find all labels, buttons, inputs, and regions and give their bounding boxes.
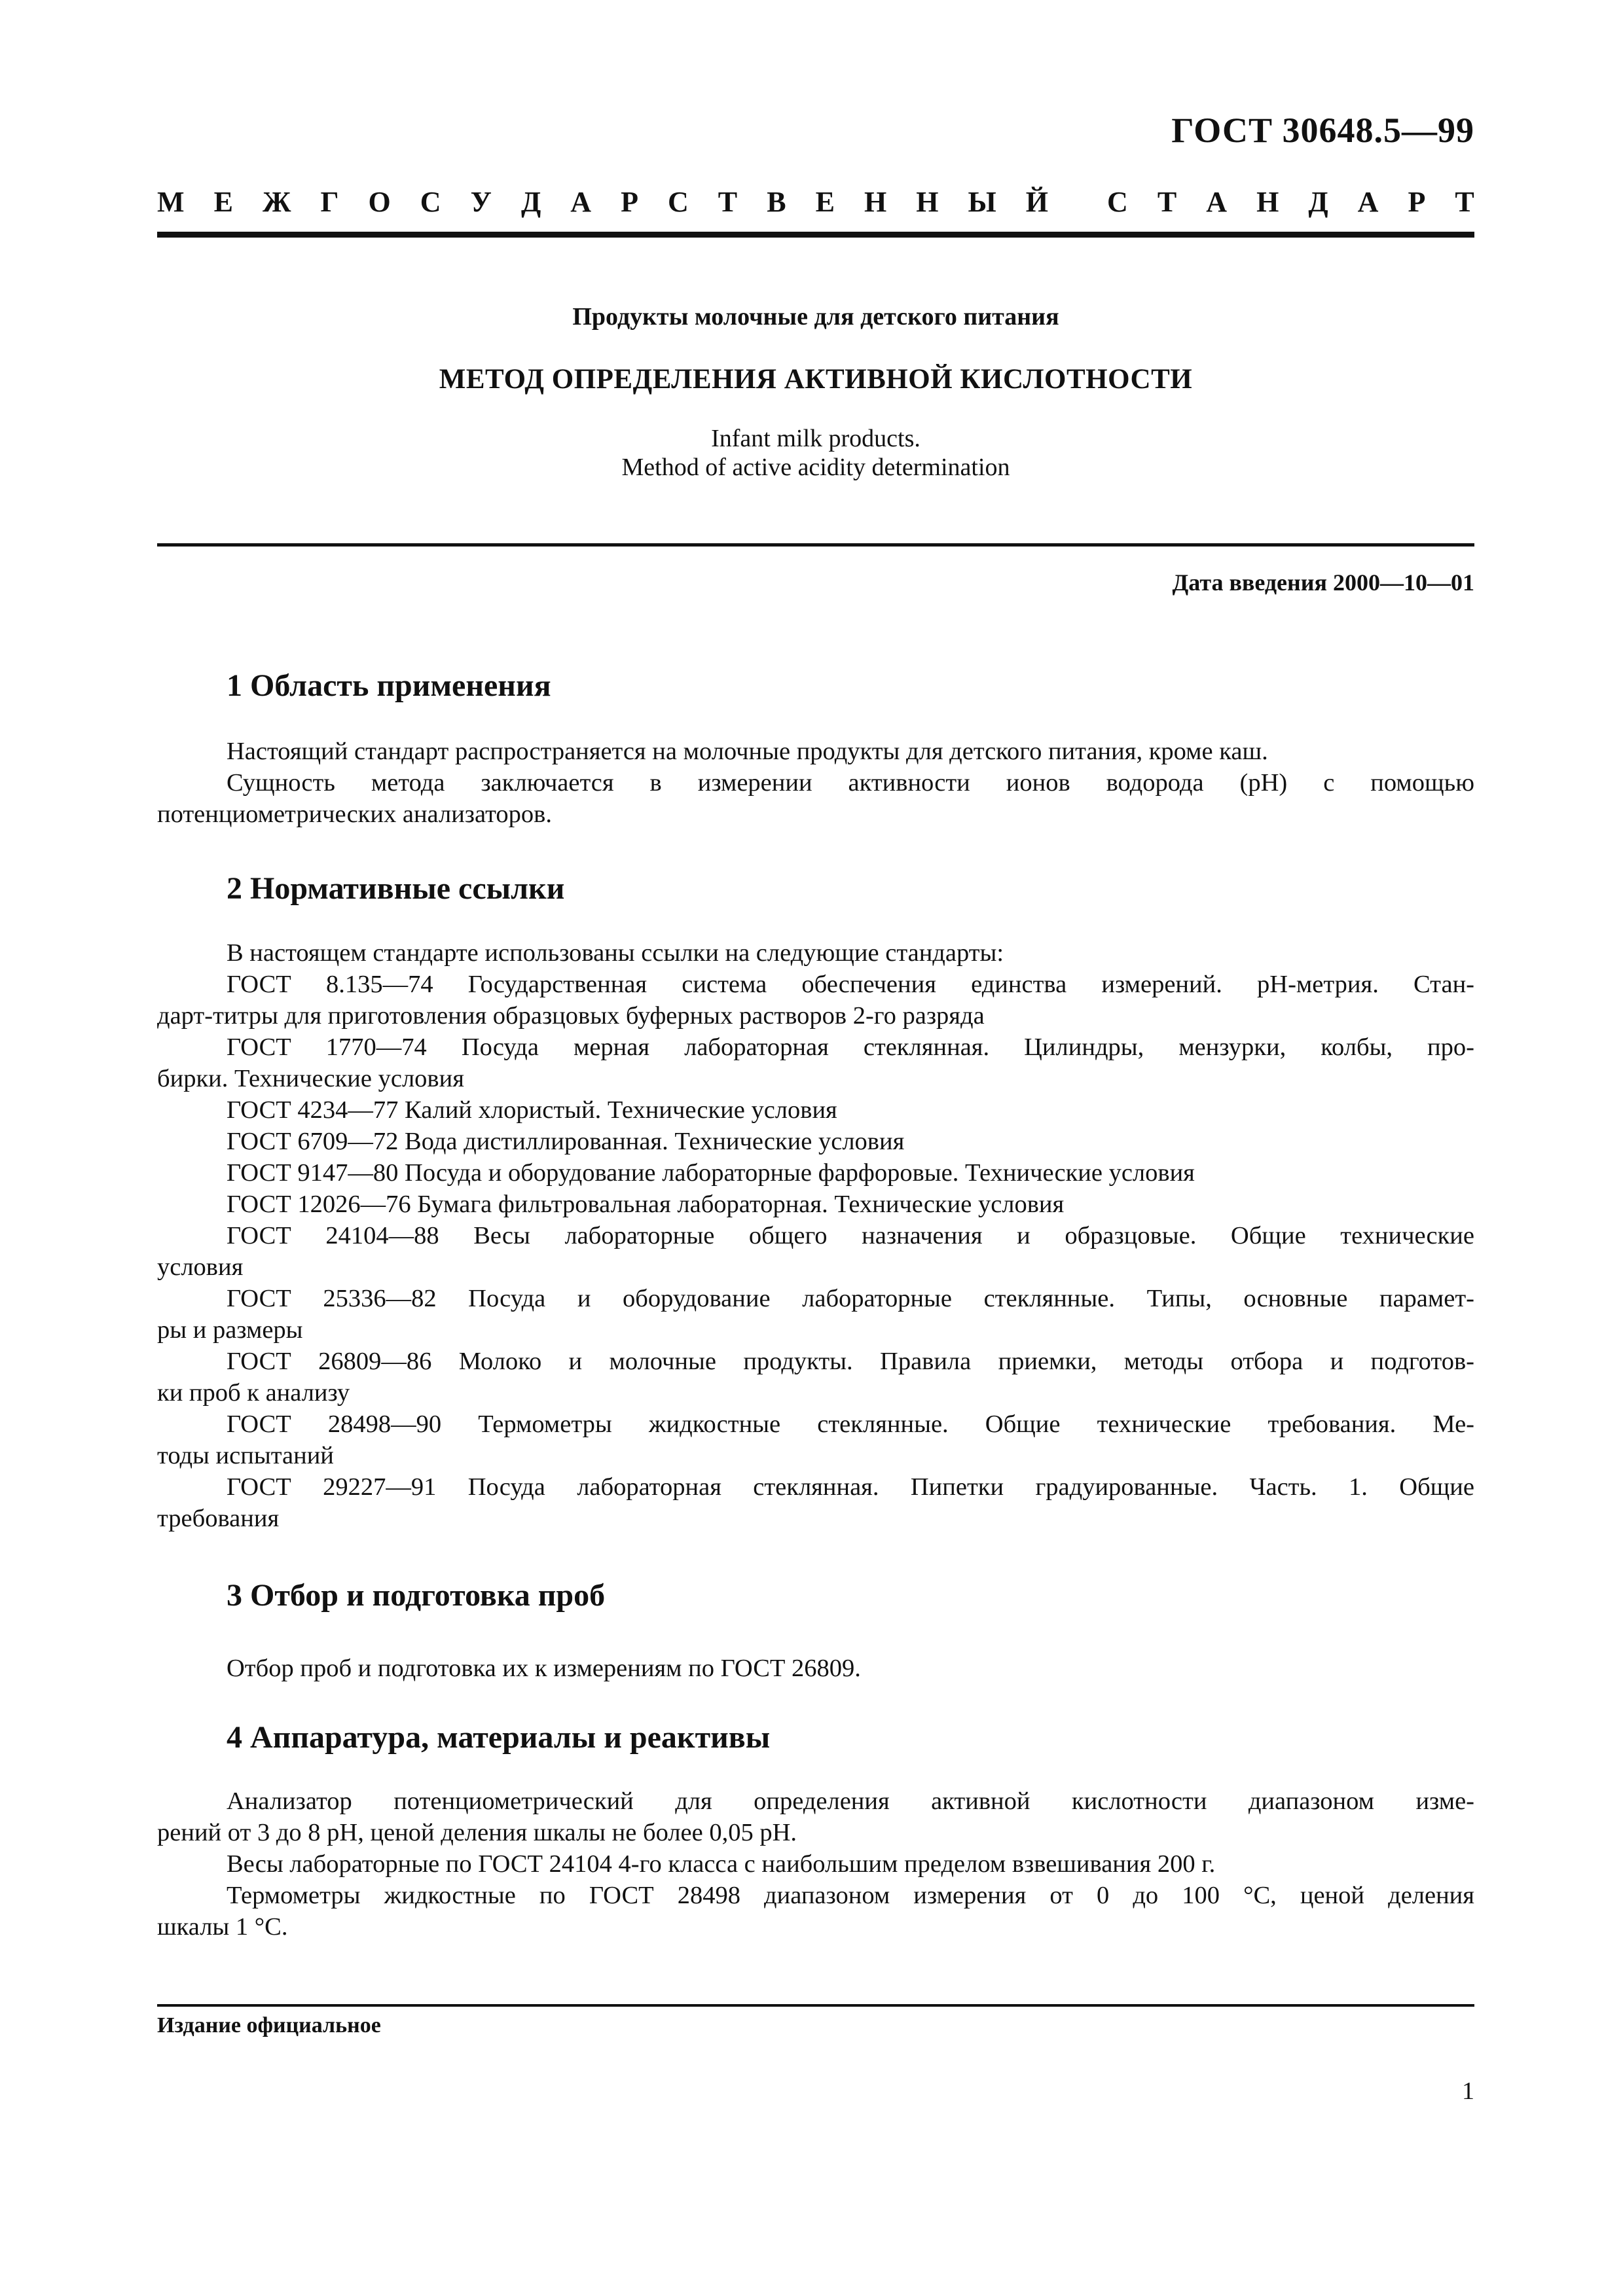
reference-line: ры и размеры	[157, 1316, 303, 1344]
reference-line: ГОСТ 28498—90 Термометры жидкостные стеклянные. Общие технические требования. Ме-	[227, 1410, 1474, 1438]
banner-letter: Е	[213, 186, 233, 218]
body-line: Настоящий стандарт распространяется на молочные продукты для детского питания, кроме каш.	[227, 738, 1268, 765]
banner-letter: С	[420, 186, 441, 218]
banner-letter: Д	[520, 186, 541, 218]
banner-letter: Й	[1025, 186, 1048, 218]
reference-line: ГОСТ 1770—74 Посуда мерная лабораторная стеклянная. Цилиндры, мензурки, колбы, про-	[227, 1033, 1474, 1061]
section-heading-apparatus: 4 Аппаратура, материалы и реактивы	[227, 1720, 771, 1755]
header-divider	[157, 232, 1474, 238]
section-heading-scope: 1 Область применения	[227, 668, 551, 703]
body-line: потенциометрических анализаторов.	[157, 800, 552, 828]
banner-letter: Н	[864, 186, 887, 218]
reference-line: ГОСТ 24104—88 Весы лабораторные общего назначения и образцовые. Общие технические	[227, 1222, 1474, 1249]
body-line: Анализатор потенциометрический для определения активной кислотности диапазоном изме-	[227, 1787, 1474, 1815]
english-title-line-2: Method of active acidity determination	[621, 454, 1010, 481]
reference-line: тоды испытаний	[157, 1442, 334, 1469]
banner-letter: Н	[916, 186, 939, 218]
reference-line: ГОСТ 8.135—74 Государственная система обеспечения единства измерений. рН-метрия. Стан-	[227, 971, 1474, 998]
reference-line: ГОСТ 6709—72 Вода дистиллированная. Технические условия	[227, 1128, 905, 1155]
banner-letter: А	[1206, 186, 1228, 218]
body-line: рений от 3 до 8 рН, ценой деления шкалы не более 0,05 рН.	[157, 1819, 797, 1846]
body-line: шкалы 1 °С.	[157, 1913, 288, 1941]
reference-line: ГОСТ 29227—91 Посуда лабораторная стеклянная. Пипетки градуированные. Часть. 1. Общие	[227, 1473, 1474, 1501]
official-edition-label: Издание официальное	[157, 2013, 381, 2037]
banner-letter: Т	[1455, 186, 1474, 218]
section-heading-sampling: 3 Отбор и подготовка проб	[227, 1578, 606, 1613]
reference-line: ки проб к анализу	[157, 1379, 350, 1407]
banner-letter: Р	[621, 186, 638, 218]
banner-letter: Е	[815, 186, 835, 218]
banner-letter: А	[570, 186, 592, 218]
banner-letter: С	[667, 186, 689, 218]
reference-line: требования	[157, 1505, 280, 1532]
footer-divider	[157, 2004, 1474, 2007]
title-divider	[157, 543, 1474, 547]
reference-line: ГОСТ 4234—77 Калий хлористый. Технические условия	[227, 1096, 837, 1124]
reference-line: условия	[157, 1253, 244, 1281]
banner-letter: А	[1357, 186, 1379, 218]
body-line: В настоящем стандарте использованы ссылки на следующие стандарты:	[227, 939, 1004, 967]
english-title-line-1: Infant milk products.	[711, 425, 921, 452]
document-subtitle: Продукты молочные для детского питания	[572, 303, 1059, 331]
banner-letter: Ж	[262, 186, 291, 218]
section-heading-normative-references: 2 Нормативные ссылки	[227, 871, 565, 906]
document-number: ГОСТ 30648.5—99	[1171, 111, 1474, 150]
banner-letter: Г	[320, 186, 339, 218]
reference-line: ГОСТ 9147—80 Посуда и оборудование лабораторные фарфоровые. Технические условия	[227, 1159, 1195, 1187]
body-line: Термометры жидкостные по ГОСТ 28498 диапазоном измерения от 0 до 100 °С, ценой деления	[227, 1882, 1474, 1909]
body-line: Весы лабораторные по ГОСТ 24104 4-го класса с наибольшим пределом взвешивания 200 г.	[227, 1850, 1216, 1878]
banner-letter: Н	[1256, 186, 1279, 218]
introduction-date: Дата введения 2000—10—01	[1172, 569, 1474, 596]
body-line: Отбор проб и подготовка их к измерениям по ГОСТ 26809.	[227, 1655, 861, 1682]
banner-letter: У	[470, 186, 492, 218]
body-line: Сущность метода заключается в измерении активности ионов водорода (рН) с помощью	[227, 769, 1474, 797]
reference-line: бирки. Технические условия	[157, 1065, 464, 1092]
banner-letter: Т	[1157, 186, 1177, 218]
banner-letter: В	[767, 186, 786, 218]
document-title: МЕТОД ОПРЕДЕЛЕНИЯ АКТИВНОЙ КИСЛОТНОСТИ	[439, 364, 1193, 395]
banner-letter: Р	[1408, 186, 1426, 218]
interstate-standard-banner	[157, 185, 1474, 219]
reference-line: ГОСТ 26809—86 Молоко и молочные продукты. Правила приемки, методы отбора и подготов-	[227, 1348, 1474, 1375]
reference-line: ГОСТ 25336—82 Посуда и оборудование лабораторные стеклянные. Типы, основные парамет-	[227, 1285, 1474, 1312]
banner-letter: Д	[1308, 186, 1328, 218]
banner-letter: Т	[718, 186, 738, 218]
reference-line: дарт-титры для приготовления образцовых буферных растворов 2-го разряда	[157, 1002, 985, 1030]
banner-letter: Ы	[968, 186, 996, 218]
reference-line: ГОСТ 12026—76 Бумага фильтровальная лабораторная. Технические условия	[227, 1191, 1065, 1218]
page-number: 1	[1462, 2077, 1474, 2105]
banner-letter: С	[1107, 186, 1128, 218]
banner-letter: О	[368, 186, 391, 218]
banner-letter: М	[157, 186, 185, 218]
